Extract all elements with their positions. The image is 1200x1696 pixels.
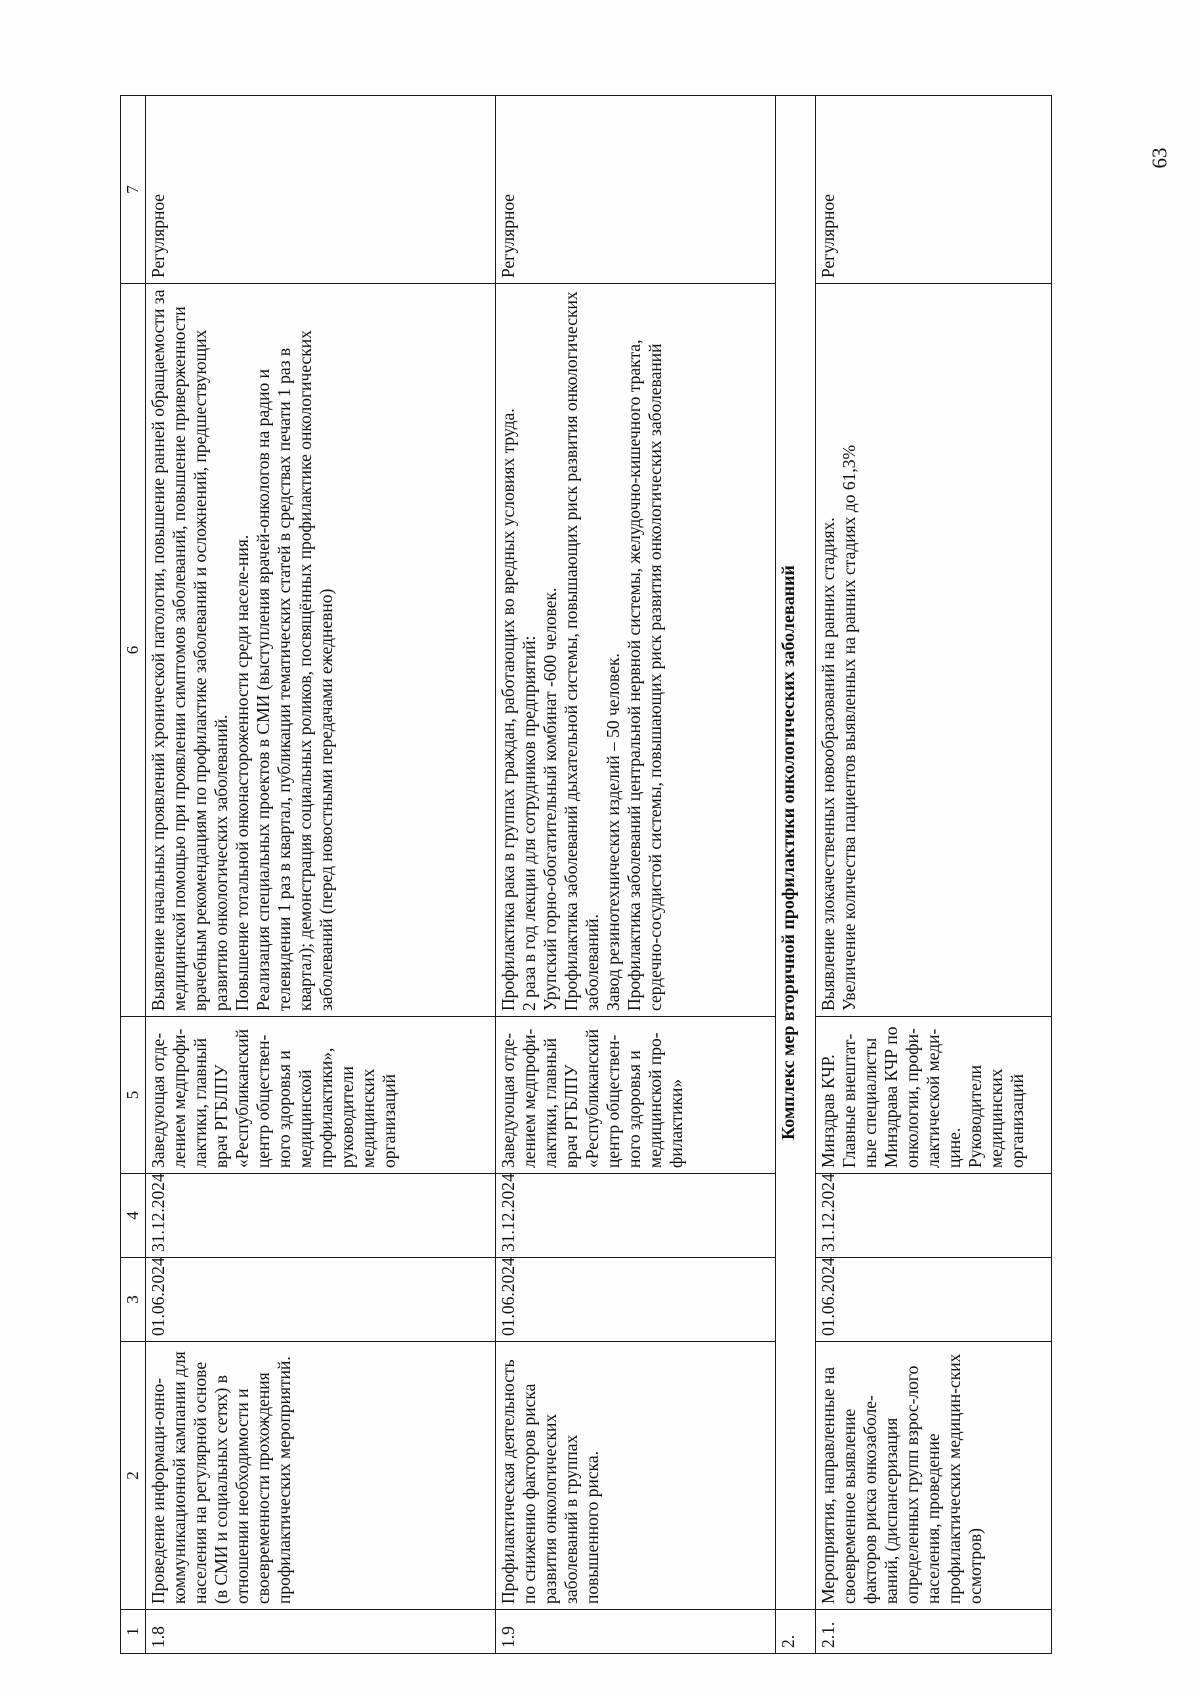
activity-cell: Профилактическая деятельность по снижению факторов риска развития онкологических заболеваний в группах повышенного риска. <box>496 1342 776 1610</box>
row-number: 2.1. <box>816 1610 1052 1654</box>
row-number: 1.9 <box>496 1610 776 1654</box>
column-number: 5 <box>121 1017 146 1174</box>
page-number: 63 <box>1147 147 1172 169</box>
row-number: 1.8 <box>146 1610 496 1654</box>
result-paragraph: Выявление злокачественных новообразований на ранних стадиях. <box>818 517 839 1011</box>
activity-cell: Мероприятия, направленные на своевременное выявление факторов риска онкозаболе-ваний, (диспансеризация определенных групп взрос-лого населения, проведение профилактических медицин-ских осмотров) <box>816 1342 1052 1610</box>
measures-table <box>120 95 1052 1654</box>
result-paragraph: Выявление начальных проявлений хронической патологии, повышение ранней обращаемости за медицинской помощью при проявлении симптомов заболеваний, повышение приверженности врачебным рекомендациям по профилактике заболеваний и осложнений, предшествующих развитию онкологических заболеваний. <box>148 289 232 1011</box>
column-number: 6 <box>121 284 146 1017</box>
column-number: 3 <box>121 1258 146 1342</box>
activity-cell: Проведение информаци-онно-коммуникационной кампании для населения на регулярной основе (в СМИ и социальных сетях) в отношении необходимости и своевременности прохождения профилактических мероприятий. <box>146 1342 496 1610</box>
periodicity-cell: Регулярное <box>496 96 776 284</box>
column-number: 7 <box>121 96 146 284</box>
result-paragraph: Повышение тотальной онконастороженности среди населе-ния. <box>232 534 253 1011</box>
result-paragraph: 2 раза в год лекции для сотрудников предприятий: <box>519 635 540 1011</box>
result-cell <box>816 284 1052 1017</box>
column-number: 2 <box>121 1342 146 1610</box>
result-paragraph: Профилактика заболеваний центральной нервной системы, желудочно-кишечного тракта, сердечно-сосудистой системы, повышающих риск развития онкологических заболеваний <box>624 339 666 1011</box>
start-date-cell: 01.06.2024 <box>816 1258 1052 1342</box>
column-number-row <box>121 96 146 1654</box>
result-paragraph: Профилактика рака в группах граждан, работающих во вредных условиях труда. <box>498 408 519 1011</box>
column-number: 4 <box>121 1174 146 1258</box>
result-cell <box>496 284 776 1017</box>
responsible-cell: Минздрав КЧР. Главные внештат-ные специалисты Минздрава КЧР по онкологии, профи-лактической меди-цине. Руководители медицинских организаций <box>816 1017 1052 1174</box>
start-date-cell: 01.06.2024 <box>146 1258 496 1342</box>
section-number: 2. <box>776 1610 816 1654</box>
end-date-cell: 31.12.2024 <box>496 1174 776 1258</box>
end-date-cell: 31.12.2024 <box>816 1174 1052 1258</box>
end-date-cell: 31.12.2024 <box>146 1174 496 1258</box>
rotated-page <box>120 96 1050 1654</box>
result-paragraph: Урупский горно-обогатительный комбинат -600 человек. <box>540 587 561 1011</box>
result-paragraph: Профилактика заболеваний дыхательной системы, повышающих риск развития онкологических заболеваний. <box>561 291 603 1011</box>
section-row <box>776 96 816 1654</box>
table-row <box>496 96 776 1654</box>
table-row <box>816 96 1052 1654</box>
periodicity-cell: Регулярное <box>146 96 496 284</box>
responsible-cell: Заведующая отде-лением медпрофи-лактики, главный врач РГБЛПУ «Республиканский центр обществен-ного здоровья и медицинской про-филактики» <box>496 1017 776 1174</box>
section-title: Комплекс мер вторичной профилактики онкологических заболеваний <box>776 96 816 1610</box>
result-cell <box>146 284 496 1017</box>
column-number: 1 <box>121 1610 146 1654</box>
table-row <box>146 96 496 1654</box>
responsible-cell: Заведующая отде-лением медпрофи-лактики, главный врач РГБЛПУ «Республиканский центр обществен-ного здоровья и медицинской профилактики», руководители медицинских организаций <box>146 1017 496 1174</box>
result-paragraph: Увеличение количества пациентов выявленных на ранних стадиях до 61,3% <box>839 444 860 1011</box>
result-paragraph: Реализация специальных проектов в СМИ (выступления врачей-онкологов на радио и телевидении 1 раз в квартал, публикации тематических статей в средствах печати 1 раз в квартал); демонстрация социальных роликов, посвящённых профилактике онкологических заболеваний (перед новостными передачами ежедневно) <box>253 330 337 1011</box>
start-date-cell: 01.06.2024 <box>496 1258 776 1342</box>
result-paragraph: Завод резинотехнических изделий – 50 человек. <box>603 653 624 1011</box>
periodicity-cell: Регулярное <box>816 96 1052 284</box>
